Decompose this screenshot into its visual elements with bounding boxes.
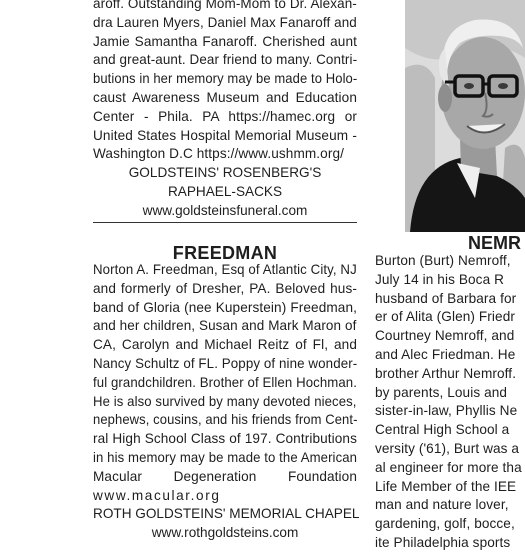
obituary-line: nephews, cousins, and his friends from Cent-: [93, 412, 358, 428]
section-divider: [93, 222, 357, 223]
obituary-line: ful grandchildren. Brother of Ellen Hochman.: [93, 374, 358, 390]
obituary-line: brother Arthur Nemroff.: [375, 365, 517, 381]
obituary-line: band of Gloria (nee Kuperstein) Freedman,: [93, 299, 357, 315]
obituary-line: versity ('61), Burt was a: [375, 440, 520, 456]
obituary-line: al engineer for more tha: [375, 459, 522, 475]
obituary-line: Nancy Schultz of FL. Poppy of nine wonder-: [93, 355, 358, 371]
obituary-line: man and nature lover,: [375, 497, 509, 513]
obituary-line: Macular Degeneration Foundation: [93, 468, 357, 484]
funeral-home-website: www.goldsteinsfuneral.com: [142, 202, 308, 218]
obituary-line: caust Awareness Museum and Education: [93, 89, 357, 105]
obituary-line: He is also survived by many devoted nieces,: [93, 393, 357, 409]
obituary-line: dra Lauren Myers, Daniel Max Fanaroff and: [93, 14, 357, 30]
obituary-line: er of Alita (Glen) Friedr: [375, 309, 515, 325]
obituary-line: Courtney Nemroff, and: [375, 328, 515, 344]
obituary-line: ite Philadelphia sports: [375, 534, 511, 550]
obituary-line: husband of Barbara for: [375, 290, 517, 306]
obituary-line: July 14 in his Boca R: [375, 271, 505, 287]
obituary-line: Jamie Samantha Fanaroff. Cherished aunt: [93, 33, 357, 49]
obituary-line: by parents, Louis and: [375, 384, 508, 400]
funeral-home-name: RAPHAEL-SACKS: [167, 183, 283, 199]
obituary-line: www.macular.org: [93, 487, 221, 503]
obituary-line: sister-in-law, Phyllis Ne: [375, 403, 518, 419]
obituary-line: Central High School a: [375, 422, 510, 438]
obituary-line: and Alec Friedman. He: [375, 346, 516, 362]
obituary-line: Center - Phila. PA https://hamec.org or: [93, 108, 357, 124]
obituary-line: and her children, Susan and Mark Maron of: [93, 318, 357, 334]
freedman-obituary: [93, 261, 360, 543]
obituary-line: Norton A. Freedman, Esq of Atlantic City, NJ: [93, 262, 357, 277]
obituary-line: butions in her memory may be made to Holo-: [93, 71, 358, 87]
funeral-home-website: www.rothgoldsteins.com: [151, 525, 299, 541]
portrait-image: [405, 0, 525, 232]
obituary-line: and great-aunt. Dear friend to many. Contri-: [93, 52, 358, 68]
obituary-line: CA, Carolyn and Michael Reitz of Fl, and: [93, 337, 357, 353]
funeral-home-name: ROTH GOLDSTEINS' MEMORIAL CHAPEL: [93, 506, 360, 522]
previous-obituary: [93, 0, 357, 221]
obituary-heading-freedman: FREEDMAN: [172, 243, 278, 263]
nemroff-obituary: [375, 252, 525, 553]
obituary-line: Life Member of the IEE: [375, 478, 517, 494]
obituary-line: in his memory may be made to the American: [93, 449, 358, 465]
obituary-line: aroff. Outstanding Mom-Mom to Dr. Alexan-: [93, 0, 357, 11]
obituary-line: and formerly of Dresher, PA. Beloved hus-: [93, 280, 357, 296]
obituary-line: Burton (Burt) Nemroff,: [375, 253, 511, 268]
obituary-line: gardening, golf, bocce,: [375, 516, 515, 532]
obituary-line: Washington D.C https://www.ushmm.org/: [93, 146, 344, 162]
obituary-heading-nemroff: NEMR: [468, 233, 521, 253]
obituary-line: United States Hospital Memorial Museum -: [93, 127, 357, 143]
portrait-photo: [405, 0, 525, 232]
funeral-home-name: GOLDSTEINS' ROSENBERG'S: [128, 165, 322, 181]
obituary-line: ral High School Class of 197. Contributions: [93, 431, 357, 447]
